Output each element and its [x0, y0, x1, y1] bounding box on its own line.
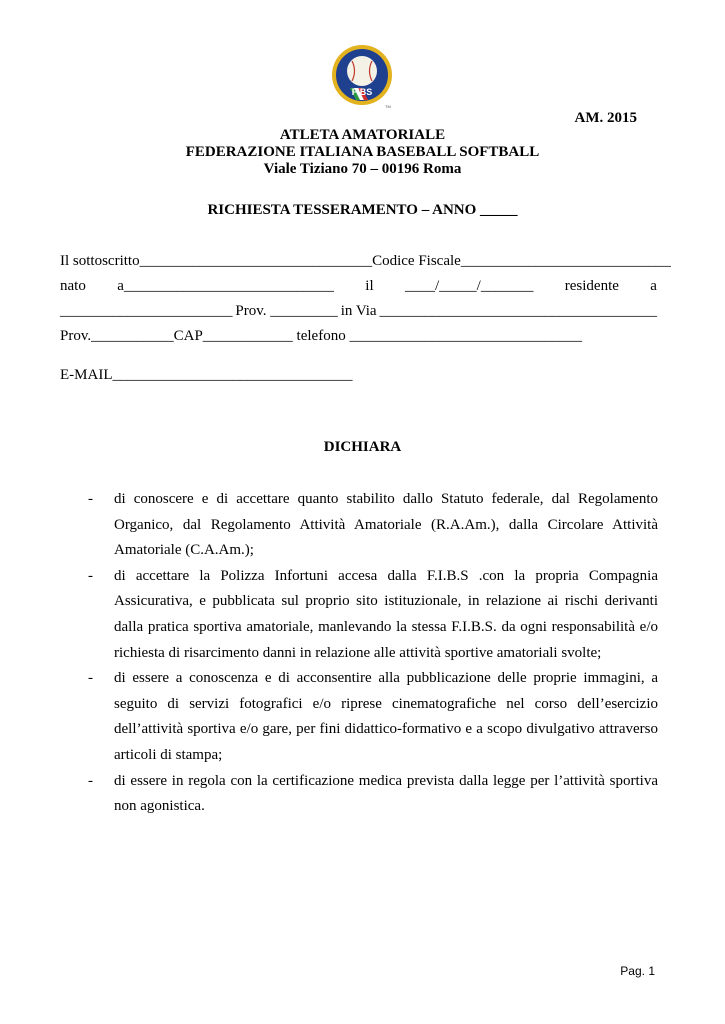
list-item-text: di conoscere e di accettare quanto stabilito dallo Statuto federale, dal Regolamento Organico, dal Regolamento Attività Amatoriale (R.A.Am.), dalla Circolare Attività Amatoriale (C.A.Am.);	[114, 491, 658, 559]
contact-line[interactable]: Prov.___________CAP____________ telefono _______________________________	[60, 328, 582, 344]
logo-text: FIBS	[351, 87, 373, 97]
declaration-list	[88, 487, 658, 820]
list-dash: -	[88, 670, 93, 687]
list-item	[88, 487, 658, 564]
list-dash: -	[88, 772, 93, 789]
list-item	[88, 564, 658, 666]
fiscal-code-field[interactable]: ____________________________	[460, 253, 671, 269]
fiscal-code-label: Codice Fiscale	[372, 253, 461, 269]
fibs-logo	[330, 44, 394, 110]
list-dash: -	[88, 491, 93, 507]
list-item-text: di accettare la Polizza Infortuni accesa dalla F.I.B.S .con la propria Compagnia Assicurativa, e pubblicata sul proprio sito istituzionale, in relazione ai rischi derivanti dalla pratica sportiva amatoriale, manlevando la stessa F.I.B.S. da ogni responsabilità e/o richiesta di risarcimento danni in relazione alle attività sportive amatoriali svolte;	[114, 567, 658, 661]
email-field[interactable]: E-MAIL________________________________	[60, 367, 353, 383]
province-field[interactable]: Prov. _________	[235, 303, 338, 319]
list-item-text: di essere in regola con la certificazione medica prevista dalla legge per l’attività sportiva non agonistica.	[114, 772, 658, 815]
date-label: il	[365, 278, 374, 294]
list-dash: -	[88, 567, 93, 584]
page-number: Pag. 1	[620, 964, 655, 978]
street-field[interactable]: _____________________________________	[379, 303, 657, 319]
form-title: ATLETA AMATORIALE	[279, 127, 446, 143]
residence-city-field[interactable]: _______________________	[60, 303, 233, 319]
form-line-name	[60, 253, 671, 270]
form-line-birth	[60, 278, 657, 295]
form-line-residence	[60, 303, 657, 320]
residence-label: residente	[564, 278, 619, 294]
request-heading: RICHIESTA TESSERAMENTO – ANNO _____	[207, 202, 518, 218]
street-label: in Via	[340, 303, 377, 319]
federation-name: FEDERAZIONE ITALIANA BASEBALL SOFTBALL	[185, 144, 540, 160]
list-item	[88, 769, 658, 820]
residence-prep: a	[650, 278, 657, 294]
form-code: AM. 2015	[574, 110, 637, 126]
name-field[interactable]: Il sottoscritto_______________________________	[60, 253, 373, 269]
birthdate-field[interactable]: ____/_____/_______	[405, 278, 534, 294]
birth-label: nato	[60, 278, 86, 294]
birthplace-field[interactable]: a____________________________	[117, 278, 334, 294]
federation-address: Viale Tiziano 70 – 00196 Roma	[263, 161, 462, 177]
list-item	[88, 666, 658, 768]
declaration-heading: DICHIARA	[323, 439, 402, 455]
list-item-text: di essere a conoscenza e di acconsentire alla pubblicazione delle proprie immagini, a seguito di servizi fotografici e/o riprese cinematografiche nel corso dell’esercizio dell’attività sportiva e/o gare, per fini didattico-formativo e a scopo divulgativo attraverso articoli di stampa;	[114, 670, 658, 763]
logo-tm: TM	[385, 104, 391, 109]
